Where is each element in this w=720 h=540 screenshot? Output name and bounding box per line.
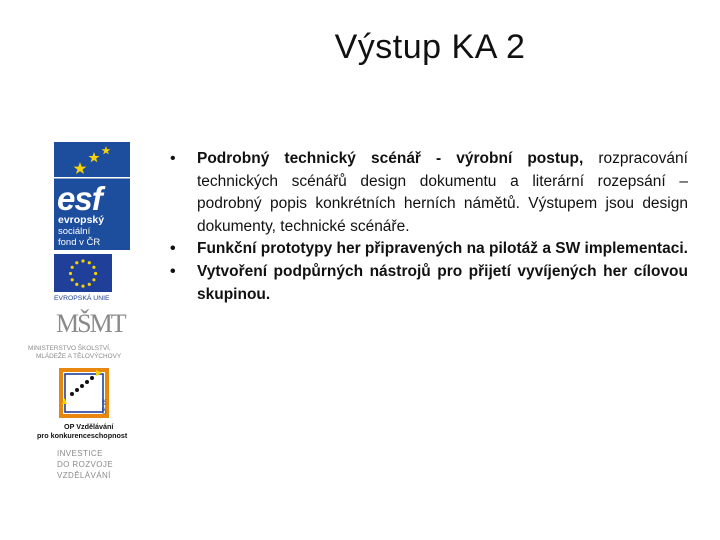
esf-line3: fond v ČR <box>58 237 101 248</box>
bullet-text: rozpracování technických scénářů design dokumentu a literární rozepsání – podrobný popis konkrétních herních námětů. Výstupem jsou design dokumenty, technické scénáře. <box>197 150 688 235</box>
slogan-line3: VZDĚLÁVÁNÍ <box>57 471 111 480</box>
esf-mark: esf <box>57 180 102 217</box>
op-vk-logo <box>37 370 128 440</box>
op-line2: pro konkurenceschopnost <box>37 431 128 440</box>
slogan <box>57 449 113 480</box>
msmt-mark: MŠMT <box>56 309 125 338</box>
bullet-list <box>170 148 688 306</box>
msmt-logo <box>28 309 127 360</box>
slogan-line2: DO ROZVOJE <box>57 460 114 469</box>
logo-column <box>26 142 138 487</box>
bullet-text: Vytvoření podpůrných nástrojů pro přijetí vyvíjených her cílovou skupinou. <box>197 262 688 303</box>
esf-line1: evropský <box>58 214 105 226</box>
op-line1: OP Vzdělávání <box>64 422 114 431</box>
slide-title: Výstup KA 2 <box>334 28 526 66</box>
msmt-line2: MLÁDEŽE A TĚLOVÝCHOVY <box>36 353 122 360</box>
op-side-label: OP VK <box>102 398 108 414</box>
bullet-text: Funkční prototypy her připravených na pilotáž a SW implementaci. <box>197 240 688 258</box>
bullet-lead: Podrobný technický scénář - výrobní postup, <box>197 150 584 167</box>
slogan-line1: INVESTICE <box>57 449 103 458</box>
bullet-item <box>170 261 688 306</box>
bullet-item <box>170 148 688 238</box>
msmt-line1: MINISTERSTVO ŠKOLSTVÍ, <box>28 345 111 352</box>
bullet-item <box>170 238 688 261</box>
eu-caption: EVROPSKÁ UNIE <box>54 295 110 302</box>
eu-flag-logo <box>54 254 112 302</box>
esf-line2: sociální <box>58 226 91 237</box>
esf-logo <box>54 142 130 250</box>
dots-icon <box>70 376 94 396</box>
